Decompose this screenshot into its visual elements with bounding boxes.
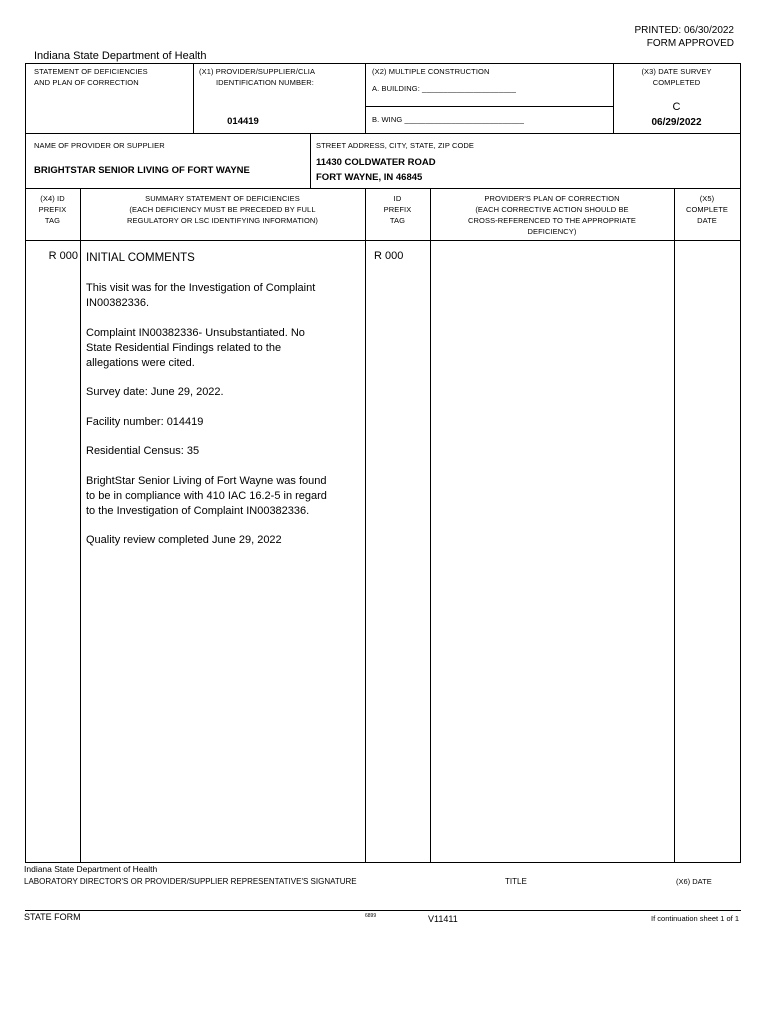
- form-code: 6899: [365, 913, 377, 919]
- paragraph-census: Residential Census: 35: [86, 445, 200, 457]
- x4-prefix-header: (X4) ID PREFIX TAG: [38, 194, 67, 225]
- form-name: STATE FORM: [24, 912, 81, 922]
- agency-title: Indiana State Department of Health: [34, 50, 207, 62]
- signature-label: LABORATORY DIRECTOR'S OR PROVIDER/SUPPLIER REPRESENTATIVE'S SIGNATURE: [24, 877, 357, 886]
- city-state-zip: FORT WAYNE, IN 46845: [316, 172, 423, 183]
- building-field: A. BUILDING: ______________________: [372, 84, 517, 93]
- plan-of-correction-header: PROVIDER'S PLAN OF CORRECTION (EACH CORRECTIVE ACTION SHOULD BE CROSS-REFERENCED TO THE APPROPRIATE DEFICIENCY): [468, 194, 636, 236]
- survey-completed-label: (X3) DATE SURVEY COMPLETED: [641, 67, 712, 87]
- paragraph-quality-review: Quality review completed June 29, 2022: [86, 534, 282, 546]
- footer-agency: Indiana State Department of Health: [24, 864, 158, 874]
- address-label: STREET ADDRESS, CITY, STATE, ZIP CODE: [316, 141, 475, 150]
- multiple-construction-label: (X2) MULTIPLE CONSTRUCTION: [372, 67, 490, 76]
- paragraph-survey-date: Survey date: June 29, 2022.: [86, 386, 224, 398]
- wing-field: B. WING ____________________________: [372, 115, 525, 124]
- street-address: 11430 COLDWATER ROAD: [316, 157, 436, 168]
- paragraph-visit: This visit was for the Investigation of Complaint IN00382336.: [86, 282, 316, 309]
- paragraph-facility-number: Facility number: 014419: [86, 415, 204, 428]
- continuation-sheet: If continuation sheet 1 of 1: [651, 914, 739, 923]
- provider-id-number: 014419: [227, 116, 259, 127]
- tag-right: R 000: [374, 250, 404, 262]
- summary-header: SUMMARY STATEMENT OF DEFICIENCIES (EACH DEFICIENCY MUST BE PRECEDED BY FULL REGULATORY OR LSC IDENTIFYING INFORMATION): [126, 194, 319, 225]
- printed-date: PRINTED: 06/30/2022: [634, 25, 734, 36]
- tag-left: R 000: [48, 250, 78, 262]
- x5-complete-date-header: (X5) COMPLETE DATE: [685, 194, 729, 225]
- id-prefix-header: ID PREFIX TAG: [383, 194, 412, 225]
- title-label: TITLE: [505, 877, 527, 886]
- paragraph-compliance: BrightStar Senior Living of Fort Wayne was found to be in compliance with 410 IAC 16.2-5 in regard to the Investigation of Complaint IN00382336.: [86, 474, 327, 517]
- provider-name: BRIGHTSTAR SENIOR LIVING OF FORT WAYNE: [34, 165, 250, 176]
- survey-date: 06/29/2022: [651, 117, 702, 128]
- paragraph-complaint: Complaint IN00382336- Unsubstantiated. No State Residential Findings related to the allegations were cited.: [86, 326, 305, 369]
- section-heading: INITIAL COMMENTS: [86, 252, 195, 264]
- deficiency-summary: [86, 251, 361, 563]
- event-id: V11411: [428, 914, 458, 924]
- form-status: FORM APPROVED: [646, 38, 734, 49]
- provider-name-label: NAME OF PROVIDER OR SUPPLIER: [34, 141, 165, 150]
- survey-code: C: [672, 101, 681, 113]
- x1-label: (X1) PROVIDER/SUPPLIER/CLIA IDENTIFICATION NUMBER:: [199, 67, 316, 87]
- x6-date-label: (X6) DATE: [676, 877, 712, 886]
- statement-label: STATEMENT OF DEFICIENCIES AND PLAN OF CORRECTION: [34, 67, 148, 87]
